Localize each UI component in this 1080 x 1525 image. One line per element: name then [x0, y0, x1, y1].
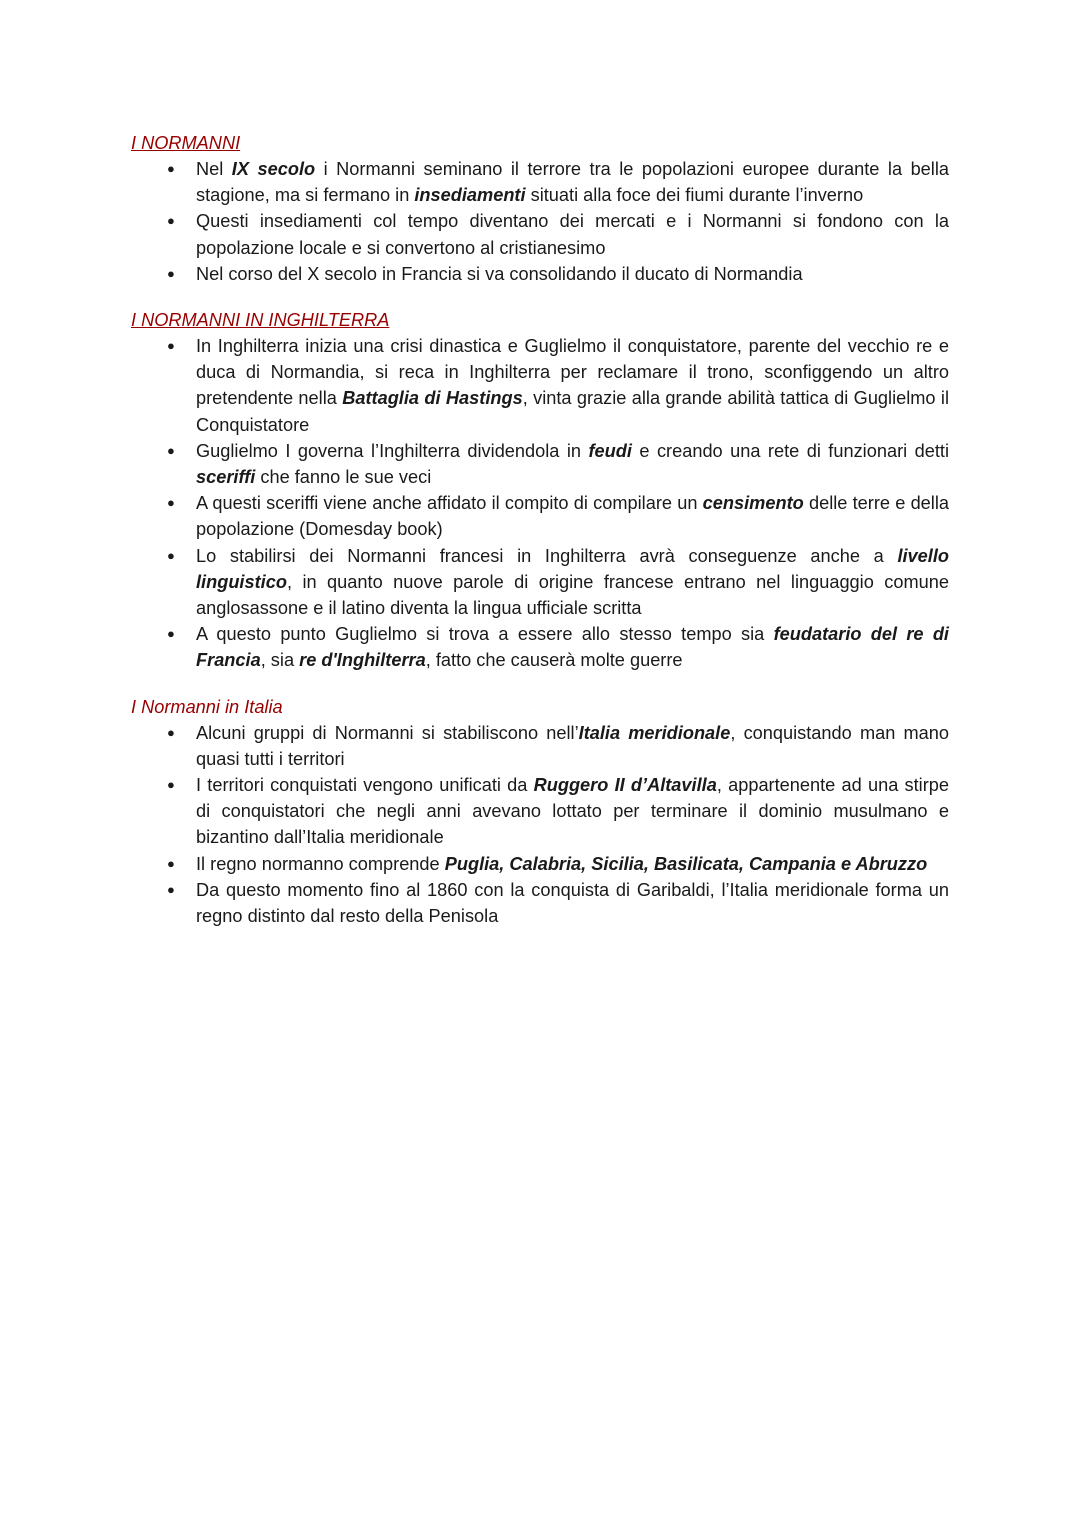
section-normanni-inghilterra	[131, 307, 949, 674]
list-item: ● Guglielmo I governa l’Inghilterra dividendola in feudi e creando una rete di funzionari detti sceriffi che fanno le sue veci	[131, 438, 949, 490]
section-normanni-italia	[131, 694, 949, 930]
bullet-icon: ●	[167, 338, 175, 354]
section-title: I Normanni in Italia	[131, 696, 283, 717]
list-item: ● Lo stabilirsi dei Normanni francesi in Inghilterra avrà conseguenze anche a livello linguistico, in quanto nuove parole di origine francese entrano nel linguaggio comune anglosassone e il latino diventa la lingua ufficiale scritta	[131, 543, 949, 622]
document-content	[131, 130, 949, 949]
list-item: ● Questi insediamenti col tempo diventano dei mercati e i Normanni si fondono con la popolazione locale e si convertono al cristianesimo	[131, 208, 949, 260]
list-item: ● Da questo momento fino al 1860 con la conquista di Garibaldi, l’Italia meridionale forma un regno distinto dal resto della Penisola	[131, 877, 949, 929]
section-title: I NORMANNI IN INGHILTERRA	[131, 310, 390, 331]
list-item: ● Alcuni gruppi di Normanni si stabiliscono nell’Italia meridionale, conquistando man mano quasi tutti i territori	[131, 720, 949, 772]
bullet-icon: ●	[167, 881, 175, 897]
list-item: ● Nel IX secolo i Normanni seminano il terrore tra le popolazioni europee durante la bella stagione, ma si fermano in insediamenti situati alla foce dei fiumi durante l’inverno	[131, 156, 949, 208]
bullet-list	[131, 333, 949, 674]
bullet-icon: ●	[167, 547, 175, 563]
bullet-icon: ●	[167, 161, 175, 176]
bullet-icon: ●	[167, 213, 175, 229]
bullet-icon: ●	[167, 626, 175, 642]
section-normanni	[131, 130, 949, 287]
bullet-list	[131, 720, 949, 930]
list-item: ● In Inghilterra inizia una crisi dinastica e Guglielmo il conquistatore, parente del vecchio re e duca di Normandia, si reca in Inghilterra per reclamare il trono, sconfiggendo un altro pretendente nella Battaglia di Hastings, vinta grazie alla grande abilità tattica di Guglielmo il Conquistatore	[131, 333, 949, 438]
bullet-icon: ●	[167, 495, 175, 511]
bullet-icon: ●	[167, 855, 175, 871]
bullet-icon: ●	[167, 442, 175, 458]
bullet-list	[131, 156, 949, 287]
bullet-icon: ●	[167, 724, 175, 740]
list-item: ● A questi sceriffi viene anche affidato il compito di compilare un censimento delle terre e della popolazione (Domesday book)	[131, 490, 949, 542]
section-title: I NORMANNI	[131, 133, 241, 153]
list-item: ● Il regno normanno comprende Puglia, Calabria, Sicilia, Basilicata, Campania e Abruzzo	[131, 851, 949, 877]
bullet-icon: ●	[167, 265, 175, 281]
list-item: ● A questo punto Guglielmo si trova a essere allo stesso tempo sia feudatario del re di Francia, sia re d'Inghilterra, fatto che causerà molte guerre	[131, 621, 949, 673]
list-item: ● Nel corso del X secolo in Francia si va consolidando il ducato di Normandia	[131, 261, 949, 287]
bullet-icon: ●	[167, 777, 175, 793]
list-item: ● I territori conquistati vengono unificati da Ruggero II d’Altavilla, appartenente ad una stirpe di conquistatori che negli anni avevano lottato per terminare il dominio musulmano e bizantino dall’Italia meridionale	[131, 772, 949, 851]
